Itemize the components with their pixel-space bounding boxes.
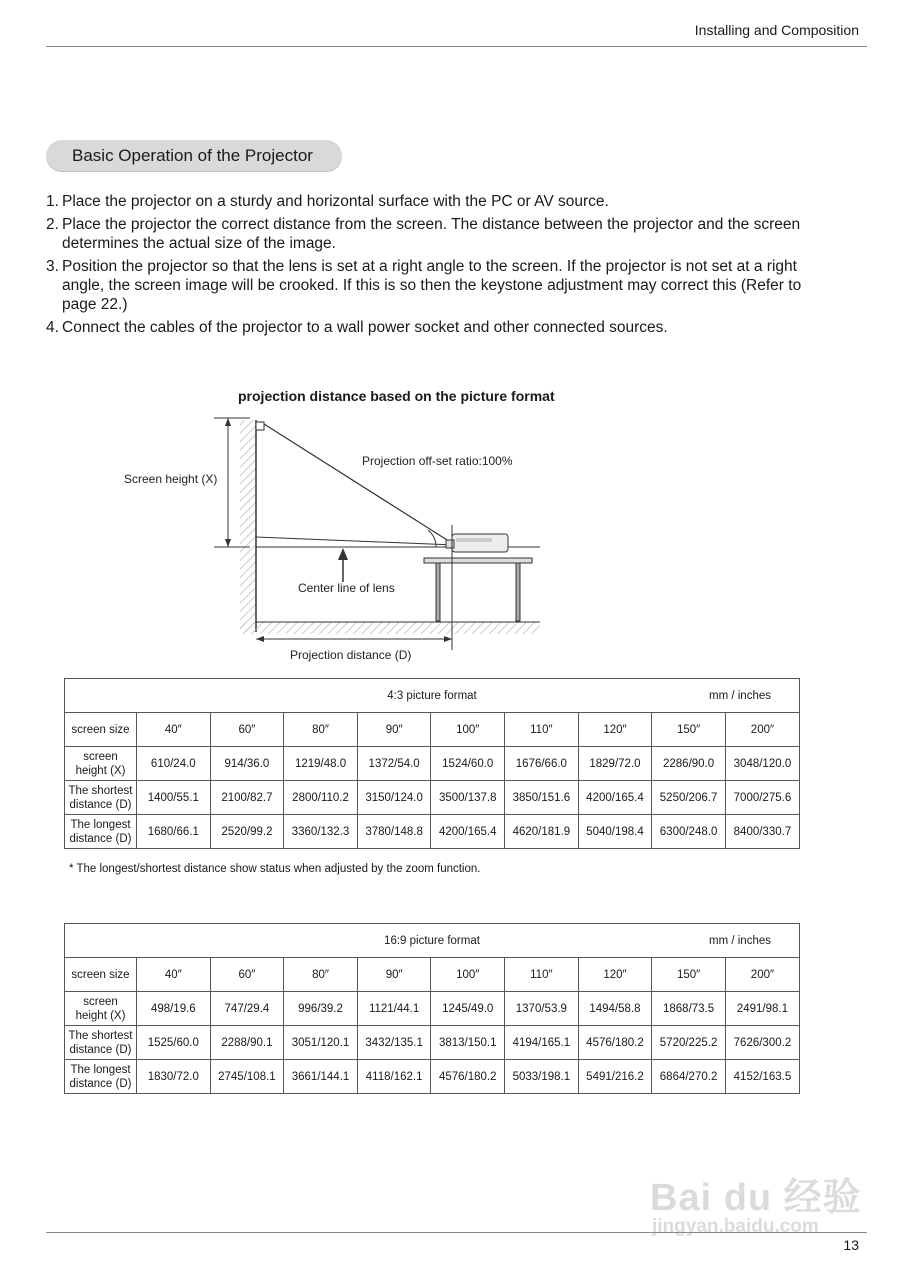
table-cell: 1525/60.0	[137, 1026, 211, 1060]
table-cell: 7000/275.6	[725, 781, 799, 815]
instruction-step: 1. Place the projector on a sturdy and horizontal surface with the PC or AV source.	[46, 193, 609, 210]
table-cell: 4152/163.5	[725, 1060, 799, 1094]
table-cell: 3150/124.0	[357, 781, 431, 815]
table-cell: 3661/144.1	[284, 1060, 358, 1094]
table-cell: 6864/270.2	[652, 1060, 726, 1094]
table-row	[65, 747, 799, 781]
table-cell: 2288/90.1	[210, 1026, 284, 1060]
page-number: 13	[843, 1237, 859, 1253]
table-cell: 3051/120.1	[284, 1026, 358, 1060]
table-cell: 80″	[284, 958, 358, 992]
table-cell: 4576/180.2	[431, 1060, 505, 1094]
table-row	[65, 958, 799, 992]
wall-hatch	[240, 420, 256, 632]
table-cell: 4576/180.2	[578, 1026, 652, 1060]
diagram-title: projection distance based on the picture format	[238, 388, 555, 404]
table-cell: 2100/82.7	[210, 781, 284, 815]
table-cell: 2745/108.1	[210, 1060, 284, 1094]
table-cell: 1370/53.9	[505, 992, 579, 1026]
table-cell: 747/29.4	[210, 992, 284, 1026]
label-center-line: Center line of lens	[298, 581, 395, 595]
projection-beam-bottom	[256, 537, 455, 545]
table-cell: 100″	[431, 713, 505, 747]
table-cell: 60″	[210, 958, 284, 992]
screen-top-marker	[256, 422, 264, 430]
table-cell: 150″	[652, 713, 726, 747]
table-cell: 90″	[357, 958, 431, 992]
table-cell: 110″	[505, 713, 579, 747]
table-header	[65, 679, 799, 713]
label-offset-ratio: Projection off-set ratio:100%	[362, 454, 513, 468]
table-row	[65, 781, 799, 815]
instruction-list	[46, 192, 806, 341]
table-cell: 8400/330.7	[725, 815, 799, 849]
table-cell: 5720/225.2	[652, 1026, 726, 1060]
table-cell: 996/39.2	[284, 992, 358, 1026]
table-cell: 1121/44.1	[357, 992, 431, 1026]
table-cell: 200″	[725, 958, 799, 992]
row-label: The shortest distance (D)	[65, 781, 137, 815]
table-cell: 120″	[578, 713, 652, 747]
table-cell: 1372/54.0	[357, 747, 431, 781]
row-label: screen height (X)	[65, 747, 137, 781]
table-cell: 120″	[578, 958, 652, 992]
table-cell: 4194/165.1	[505, 1026, 579, 1060]
table-cell: 3360/132.3	[284, 815, 358, 849]
footer-divider	[46, 1232, 867, 1233]
row-label: The longest distance (D)	[65, 815, 137, 849]
table-cell: 3432/135.1	[357, 1026, 431, 1060]
table-cell: 7626/300.2	[725, 1026, 799, 1060]
table-cell: 40″	[137, 958, 211, 992]
table-cell: 3780/148.8	[357, 815, 431, 849]
projection-beam-top	[264, 424, 455, 545]
floor-hatch	[240, 622, 540, 634]
table-cell: 3813/150.1	[431, 1026, 505, 1060]
table-header	[65, 924, 799, 958]
table-cell: 200″	[725, 713, 799, 747]
table-row	[65, 1026, 799, 1060]
table-row	[65, 815, 799, 849]
projector-body	[452, 534, 508, 552]
table-unit-label: mm / inches	[709, 935, 771, 947]
instruction-step: 4. Connect the cables of the projector to a wall power socket and other connected sources.	[46, 319, 668, 336]
table-cell: 498/19.6	[137, 992, 211, 1026]
table-cell: 100″	[431, 958, 505, 992]
row-label: screen size	[65, 958, 137, 992]
table-cell: 5040/198.4	[578, 815, 652, 849]
table-16-9	[64, 923, 800, 1094]
table-cell: 80″	[284, 713, 358, 747]
table-cell: 1868/73.5	[652, 992, 726, 1026]
table-cell: 4620/181.9	[505, 815, 579, 849]
zoom-note: * The longest/shortest distance show status when adjusted by the zoom function.	[69, 863, 481, 875]
header-divider	[46, 46, 867, 47]
label-screen-height: Screen height (X)	[124, 472, 218, 486]
table-cell: 90″	[357, 713, 431, 747]
row-label: screen size	[65, 713, 137, 747]
table-cell: 3048/120.0	[725, 747, 799, 781]
table-4-3	[64, 678, 800, 849]
row-label: The longest distance (D)	[65, 1060, 137, 1094]
table-cell: 4200/165.4	[431, 815, 505, 849]
table-cell: 1245/49.0	[431, 992, 505, 1026]
instruction-step: 3. Position the projector so that the lens is set at a right angle to the screen. If the projector is not set at a right angle, the screen image will be crooked. If this is so then the keystone adjustment may correct this (Refer to page 22.)	[46, 258, 802, 313]
table-format-label: 4:3 picture format	[387, 690, 477, 702]
table-row	[65, 992, 799, 1026]
row-label: The shortest distance (D)	[65, 1026, 137, 1060]
table-cell: 1524/60.0	[431, 747, 505, 781]
label-projection-distance: Projection distance (D)	[290, 648, 412, 662]
table-cell: 5491/216.2	[578, 1060, 652, 1094]
table-cell: 60″	[210, 713, 284, 747]
table-cell: 1680/66.1	[137, 815, 211, 849]
table-cell: 40″	[137, 713, 211, 747]
table-cell: 1400/55.1	[137, 781, 211, 815]
table-cell: 4200/165.4	[578, 781, 652, 815]
table-cell: 914/36.0	[210, 747, 284, 781]
table-cell: 1830/72.0	[137, 1060, 211, 1094]
table-cell: 5033/198.1	[505, 1060, 579, 1094]
table-cell: 2286/90.0	[652, 747, 726, 781]
table-cell: 6300/248.0	[652, 815, 726, 849]
table-top	[424, 558, 532, 563]
table-cell: 4118/162.1	[357, 1060, 431, 1094]
table-cell: 2520/99.2	[210, 815, 284, 849]
table-cell: 2800/110.2	[284, 781, 358, 815]
table-row	[65, 1060, 799, 1094]
table-cell: 150″	[652, 958, 726, 992]
table-cell: 110″	[505, 958, 579, 992]
watermark-url: jingyan.baidu.com	[652, 1216, 819, 1237]
table-cell: 3850/151.6	[505, 781, 579, 815]
section-title: Basic Operation of the Projector	[46, 140, 342, 172]
table-cell: 3500/137.8	[431, 781, 505, 815]
header-section-title: Installing and Composition	[694, 22, 859, 38]
table-cell: 1676/66.0	[505, 747, 579, 781]
instruction-step: 2. Place the projector the correct distance from the screen. The distance between the projector and the screen determines the actual size of the image.	[46, 216, 801, 252]
table-cell: 1219/48.0	[284, 747, 358, 781]
row-label: screen height (X)	[65, 992, 137, 1026]
table-format-label: 16:9 picture format	[384, 935, 480, 947]
table-unit-label: mm / inches	[709, 690, 771, 702]
projection-diagram	[110, 410, 550, 668]
table-cell: 1829/72.0	[578, 747, 652, 781]
watermark-logo: Bai du 经验	[650, 1177, 862, 1219]
table-row	[65, 713, 799, 747]
table-cell: 2491/98.1	[725, 992, 799, 1026]
table-cell: 610/24.0	[137, 747, 211, 781]
table-cell: 1494/58.8	[578, 992, 652, 1026]
table-cell: 5250/206.7	[652, 781, 726, 815]
